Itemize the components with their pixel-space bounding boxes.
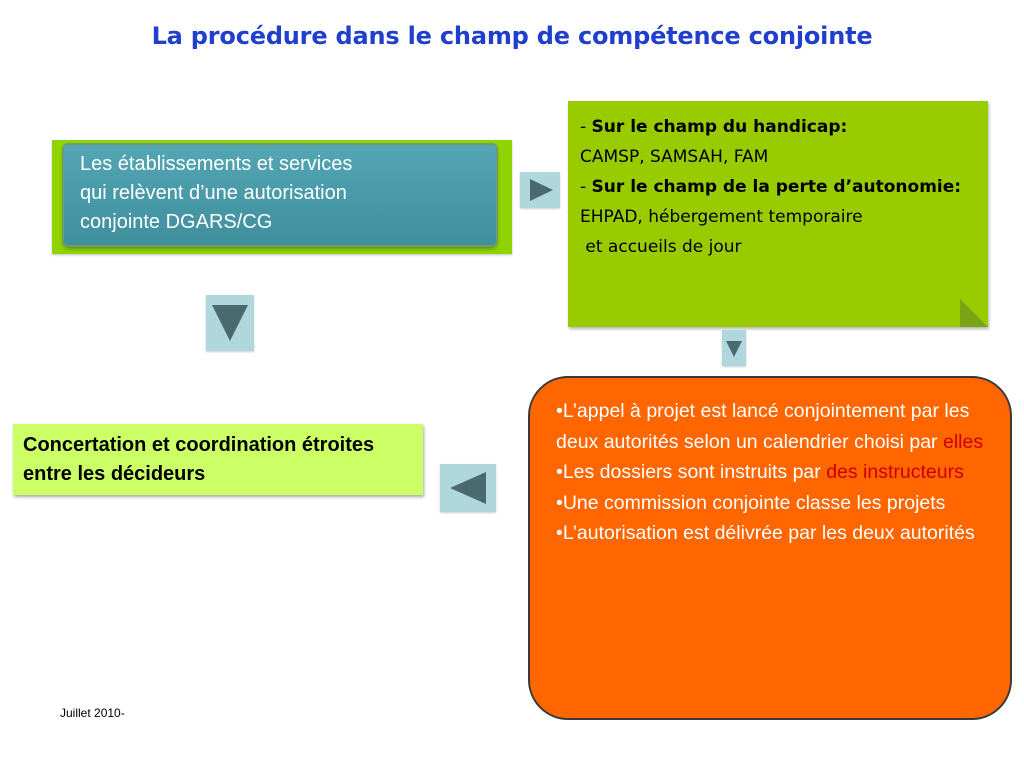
note-dash-1: - <box>580 117 592 137</box>
note-handicap-list: CAMSP, SAMSAH, FAM <box>580 147 769 167</box>
concertation-text: Concertation et coordination étroites entre les décideurs <box>23 434 375 485</box>
scope-note-text <box>580 112 980 262</box>
procedure-step-4: •L’autorisation est délivrée par les deux autorités <box>556 522 975 544</box>
procedure-step-3: •Une commission conjointe classe les projets <box>556 491 946 514</box>
note-autonomy-list: EHPAD, hébergement temporaire <box>580 207 863 227</box>
down-arrow-icon <box>206 295 254 351</box>
note-autonomy-heading: Sur le champ de la perte d’autonomie: <box>591 177 962 197</box>
footer-date: Juillet 2010- <box>60 706 125 720</box>
right-arrow-icon <box>520 172 560 208</box>
slide-title: La procédure dans le champ de compétence conjointe <box>151 22 873 50</box>
procedure-step-1: •L’appel à projet est lancé conjointement par les deux autorités selon un calendrier choisi par elles <box>556 400 984 453</box>
note-autonomy-list-2: et accueils de jour <box>580 237 742 257</box>
note-dash-2: - <box>580 177 592 197</box>
down-arrow-small-icon <box>722 330 746 366</box>
procedure-step-2-emph: des instructeurs <box>826 461 964 483</box>
note-handicap-heading: Sur le champ du handicap: <box>591 117 848 137</box>
procedure-step-1-emph: elles <box>942 430 984 453</box>
procedure-text <box>556 396 996 549</box>
procedure-step-2: •Les dossiers sont instruits par des instructeurs <box>556 461 964 483</box>
left-arrow-icon <box>440 464 496 512</box>
note-fold <box>960 299 988 327</box>
establishments-text: Les établissements et services qui relèvent d’une autorisation conjointe DGARS/CG <box>80 153 353 233</box>
